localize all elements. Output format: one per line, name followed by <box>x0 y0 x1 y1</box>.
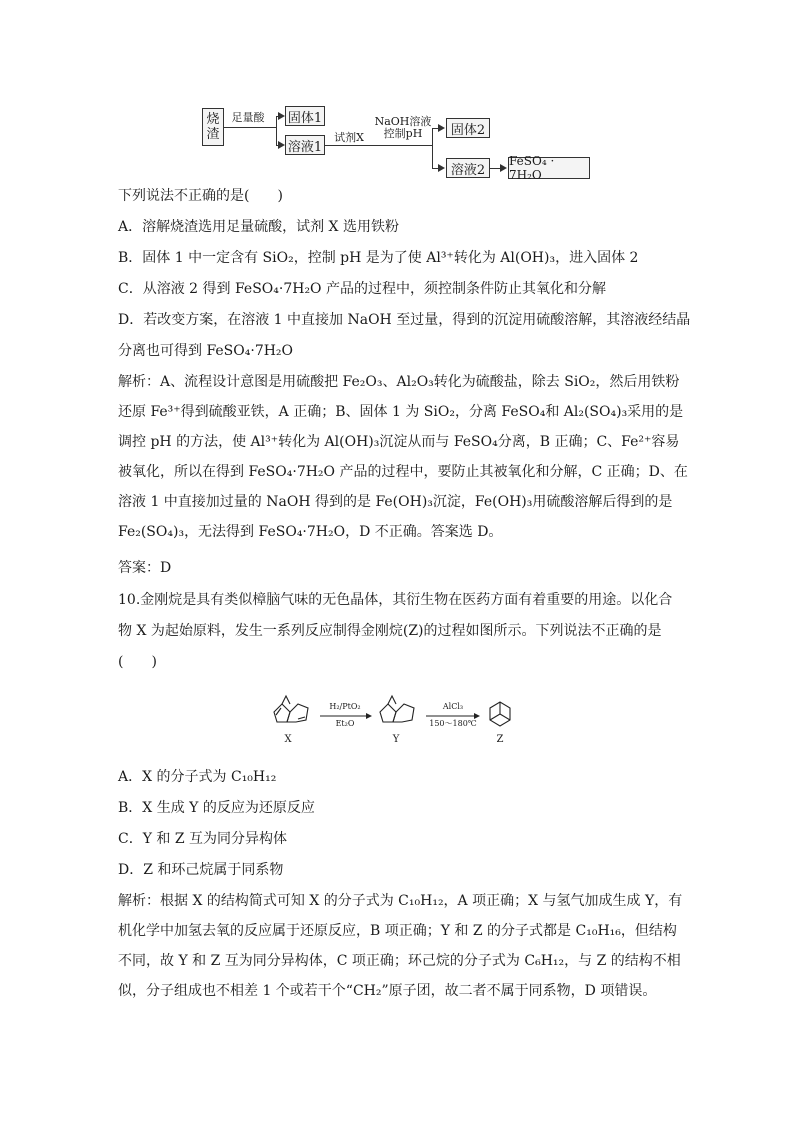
q9-option-c: C．从溶液 2 得到 FeSO₄·7H₂O 产品的过程中，须控制条件防止其氧化和分解 <box>118 281 606 297</box>
q10-stem-line1: 10.金刚烷是具有类似樟脑气味的无色晶体，其衍生物在医药方面有着重要的用途。以化合 <box>118 592 673 608</box>
flow-solution1-box: 溶液1 <box>285 135 325 155</box>
flow-solution2-box: 溶液2 <box>446 158 490 178</box>
q9-option-b: B．固体 1 中一定含有 SiO₂，控制 pH 是为了使 Al³⁺转化为 Al(OH)₃，进入固体 2 <box>118 250 639 266</box>
q9-analysis: 解析：A、流程设计意图是用硫酸把 Fe₂O₃、Al₂O₃转化为硫酸盐，除去 SiO₂，然后用铁粉还原 Fe³⁺得到硫酸亚铁，A 正确；B、固体 1 为 SiO₂，分离 FeSO₄和 Al₂(SO₄)₃采用的是调控 pH 的方法，使 Al³⁺转化为 Al(OH)₃沉淀从而与 FeSO₄分离，B 正确；C、Fe²⁺容易被氧化，所以在得到 FeSO₄·7H₂O 产品的过程中，要防止其被氧化和分解，C 正确；D、在溶液 1 中直接加过量的 NaOH 得到的是 Fe(OH)₃沉淀，Fe(OH)₃用硫酸溶解后得到的是 Fe₂(SO₄)₃，无法得到 FeSO₄·7H₂O，D 不正确。答案选 D。 <box>118 374 688 540</box>
q10-stem-line2: 物 X 为起始原料，发生一系列反应制得金刚烷(Z)的过程如图所示。下列说法不正确的是 <box>118 623 662 639</box>
flow-start-box: 烧 渣 <box>202 108 224 146</box>
rxn-label-x: X <box>284 734 292 745</box>
molecule-y-structure <box>380 696 414 722</box>
flow-naoh-label: NaOH溶液 <box>374 115 432 128</box>
flow-connector <box>432 128 433 168</box>
q10-stem-line3: ( ) <box>118 654 157 670</box>
q9-option-d-line1: D．若改变方案，在溶液 1 中直接加 NaOH 至过量，得到的沉淀用硫酸溶解，其溶液经结晶 <box>118 312 691 328</box>
flow-reagentX-label: 试剂X <box>334 131 364 144</box>
q9-option-a: A．溶解烧渣选用足量硫酸，试剂 X 选用铁粉 <box>118 219 399 235</box>
reaction-scheme <box>268 688 530 748</box>
rxn-label-y: Y <box>392 734 400 745</box>
molecule-x-structure <box>274 696 308 722</box>
flow-solid2-box: 固体2 <box>446 118 490 138</box>
process-flowchart <box>200 100 600 180</box>
q9-option-d-line2: 分离也可得到 FeSO₄·7H₂O <box>118 343 294 359</box>
flow-connector <box>325 145 432 146</box>
rxn-condition2-top: AlCl₃ <box>442 702 464 711</box>
rxn-condition1-top: H₂/PtO₂ <box>329 702 361 711</box>
molecule-z-structure <box>490 702 510 726</box>
q10-option-c: C．Y 和 Z 互为同分异构体 <box>118 831 288 847</box>
q9-answer: 答案：D <box>118 560 172 576</box>
flow-reagent1-label: 足量酸 <box>231 111 265 124</box>
flow-arrow <box>278 141 285 149</box>
flow-arrow <box>278 112 285 120</box>
rxn-condition2-bottom: 150～180℃ <box>429 719 477 728</box>
flow-connector <box>276 116 277 145</box>
flow-arrow <box>500 164 507 172</box>
q10-option-d: D．Z 和环己烷属于同系物 <box>118 862 284 878</box>
q10-option-a: A．X 的分子式为 C₁₀H₁₂ <box>118 769 277 785</box>
flow-solid1-box: 固体1 <box>285 106 325 126</box>
q10-analysis: 解析：根据 X 的结构简式可知 X 的分子式为 C₁₀H₁₂，A 项正确；X 与氢气加成生成 Y，有机化学中加氢去氧的反应属于还原反应，B 项正确；Y 和 Z 的分子式都是 C₁₀H₁₆，但结构不同，故 Y 和 Z 互为同分异构体，C 项正确；环己烷的分子式为 C₆H₁₂，与 Z 的结构不相似，分子组成也不相差 1 个或若干个“CH₂”原子团，故二者不属于同系物，D 项错误。 <box>118 893 683 999</box>
flow-product-box: FeSO₄ · 7H₂O <box>508 157 590 179</box>
q9-stem: 下列说法不正确的是( ) <box>118 188 283 204</box>
flow-arrow <box>438 124 445 132</box>
flow-ph-label: 控制pH <box>383 127 423 140</box>
rxn-condition1-bottom: Et₂O <box>335 719 355 728</box>
flow-arrow <box>438 164 445 172</box>
rxn-label-z: Z <box>496 734 504 745</box>
flow-connector <box>224 127 276 128</box>
q10-option-b: B．X 生成 Y 的反应为还原反应 <box>118 800 315 816</box>
